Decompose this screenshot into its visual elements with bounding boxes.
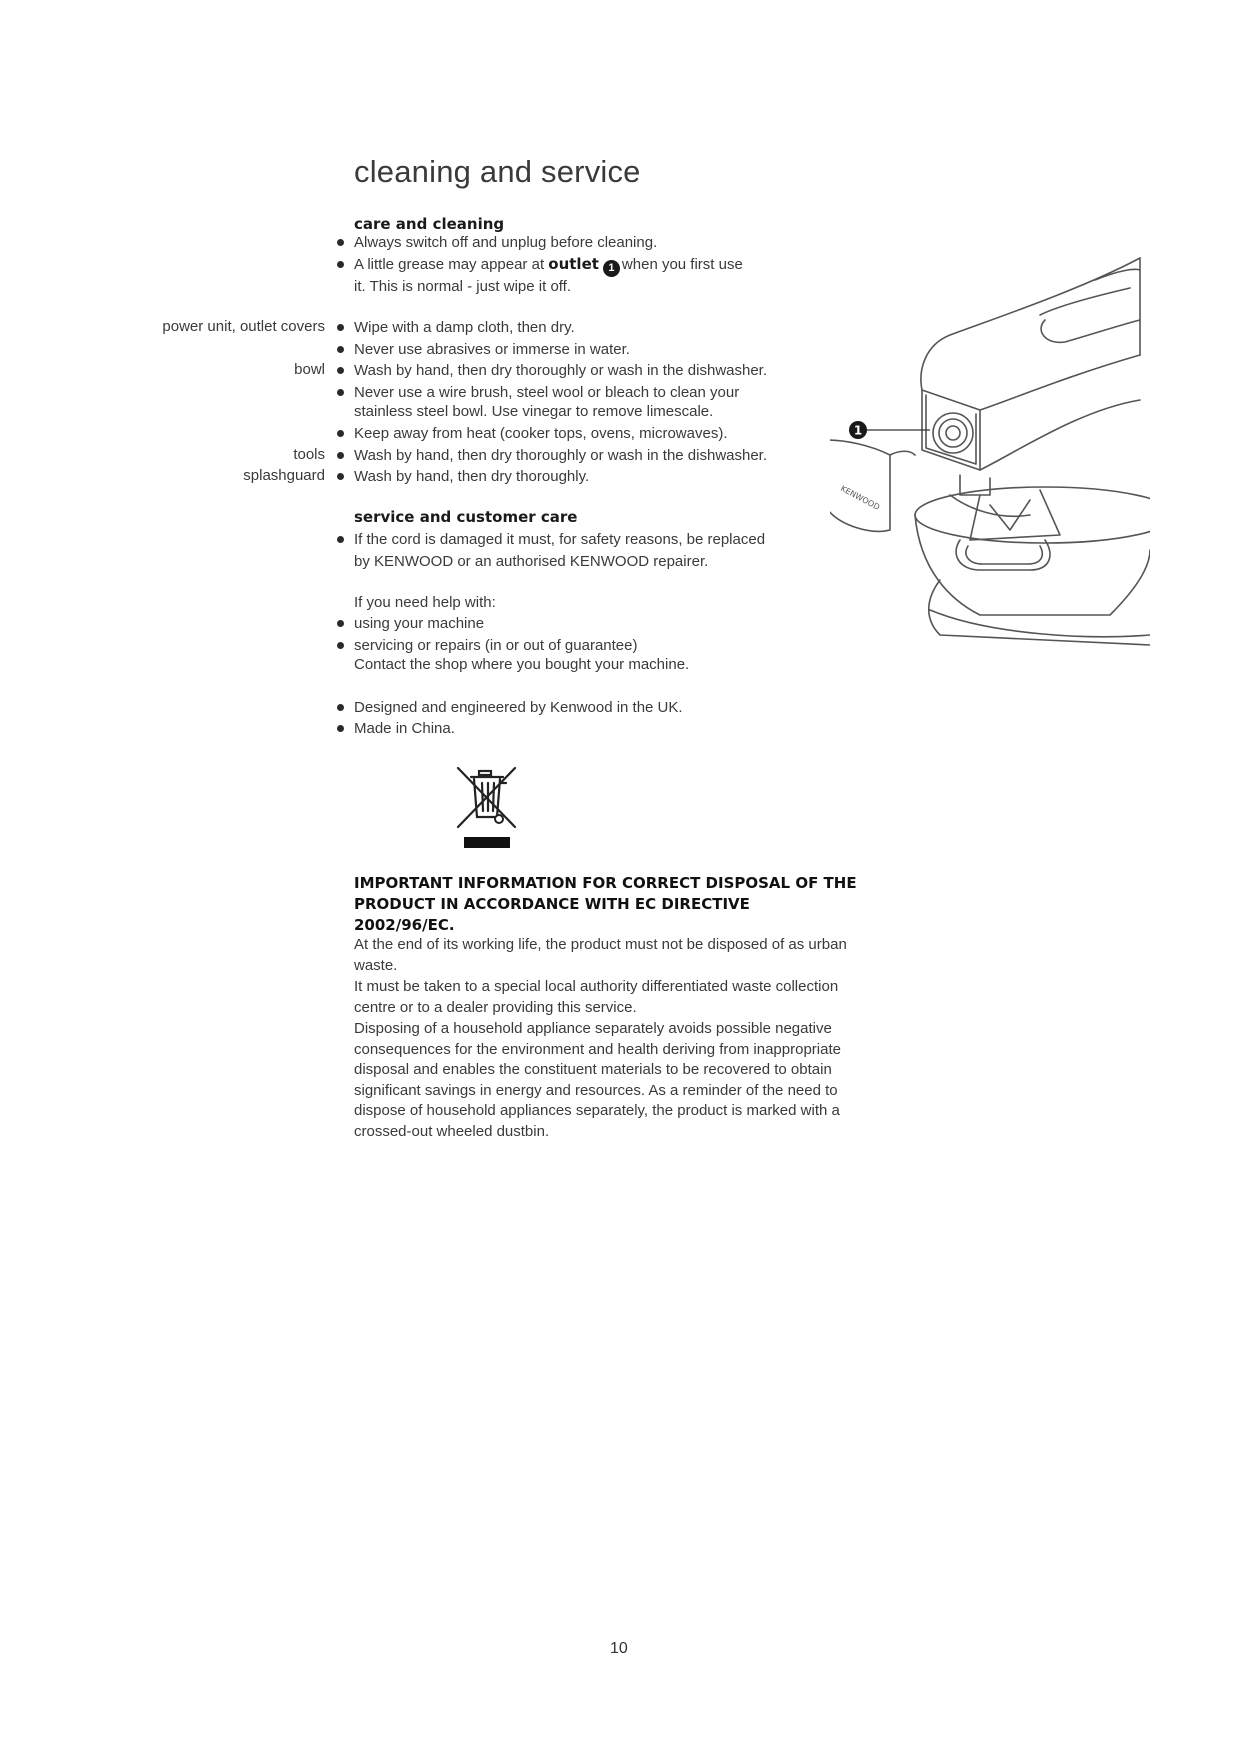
service-cord-2: by KENWOOD or an authorised KENWOOD repairer. — [354, 553, 709, 570]
care-heat: Keep away from heat (cooker tops, ovens, microwaves). — [354, 425, 728, 442]
disposal-heading-3: 2002/96/EC. — [354, 916, 455, 934]
care-wire-brush: Never use a wire brush, steel wool or bleach to clean your — [354, 384, 740, 401]
label-bowl: bowl — [294, 361, 325, 378]
care-abrasives: Never use abrasives or immerse in water. — [354, 341, 630, 358]
service-help-1: using your machine — [354, 615, 485, 632]
label-splashguard: splashguard — [243, 467, 325, 484]
callout-1-badge: 1 — [603, 260, 620, 277]
label-power-unit: power unit, outlet covers — [162, 318, 325, 335]
service-help-2: servicing or repairs (in or out of guarantee) — [354, 637, 638, 654]
callout-1-label: 1 — [853, 423, 863, 438]
service-made: Made in China. — [354, 720, 455, 737]
disposal-heading-1: IMPORTANT INFORMATION FOR CORRECT DISPOSAL OF THE — [354, 874, 857, 892]
disposal-heading-2: PRODUCT IN ACCORDANCE WITH EC DIRECTIVE — [354, 895, 750, 913]
care-switch-off: Always switch off and unplug before cleaning. — [354, 234, 658, 251]
crossed-out-wheeled-bin-icon — [455, 765, 521, 851]
care-grease-outlet: outlet — [548, 255, 599, 273]
care-grease-text-a: A little grease may appear at — [354, 256, 549, 273]
label-tools: tools — [293, 446, 325, 463]
care-grease-line-2: it. This is normal - just wipe it off. — [354, 278, 572, 295]
stand-mixer-illustration — [830, 250, 1150, 660]
care-wire-brush-2: stainless steel bowl. Use vinegar to remove limescale. — [354, 403, 714, 420]
service-cord: If the cord is damaged it must, for safety reasons, be replaced — [354, 531, 766, 548]
service-designed: Designed and engineered by Kenwood in the UK. — [354, 699, 683, 716]
service-heading: service and customer care — [354, 508, 578, 526]
care-wipe: Wipe with a damp cloth, then dry. — [354, 319, 575, 336]
disposal-paragraph-3: Disposing of a household appliance separately avoids possible negative consequences for the environment and health deriving from inappropriate disposal and enables the constituent materials to be recovered to obtain significant savings in energy and resources. As a reminder of the need to dispose of household appliances separately, the product is marked with a crossed-out wheeled dustbin. — [354, 1020, 841, 1140]
care-bowl-wash: Wash by hand, then dry thoroughly or wash in the dishwasher. — [354, 362, 768, 379]
care-grease-line — [354, 255, 743, 277]
disposal-paragraph-2: It must be taken to a special local authority differentiated waste collection centre or to a dealer providing this service. — [354, 978, 839, 1016]
service-help-intro: If you need help with: — [354, 594, 496, 611]
page-number: 10 — [610, 1640, 628, 1657]
page-title: cleaning and service — [354, 154, 641, 189]
splashguard-brand-label: KENWOOD — [839, 483, 882, 512]
care-tools-wash: Wash by hand, then dry thoroughly or wash in the dishwasher. — [354, 447, 768, 464]
care-grease-text-b: when you first use — [621, 256, 743, 273]
service-contact: Contact the shop where you bought your machine. — [354, 656, 690, 673]
disposal-paragraph-1: At the end of its working life, the product must not be disposed of as urban waste. — [354, 936, 847, 974]
care-splash-wash: Wash by hand, then dry thoroughly. — [354, 468, 590, 485]
care-heading: care and cleaning — [354, 215, 505, 233]
